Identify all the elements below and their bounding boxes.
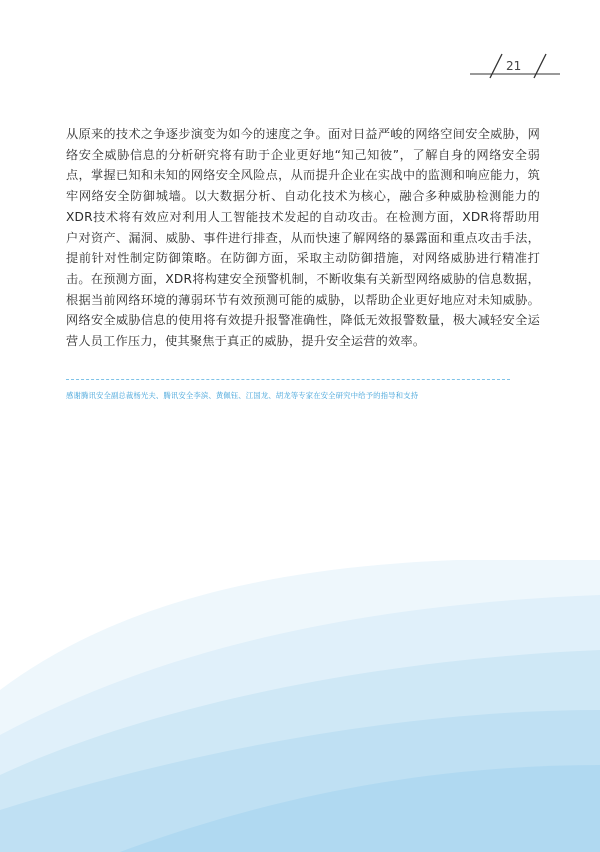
section-divider: [66, 379, 510, 380]
acknowledgement-note: 感谢腾讯安全副总裁杨光夫、腾讯安全李滨、黄佩钰、江国龙、胡龙等专家在安全研究中给予的指导和支持: [66, 391, 419, 400]
decorative-wave-background: [0, 560, 600, 852]
page-number-badge: [470, 48, 560, 84]
page-number: 21: [506, 59, 522, 73]
body-paragraph: 从原来的技术之争逐步演变为如今的速度之争。面对日益严峻的网络空间安全威胁，网络安全威胁信息的分析研究将有助于企业更好地“知己知彼”，了解自身的网络安全弱点，掌握已知和未知的网络安全风险点，从而提升企业在实战中的监测和响应能力，筑牢网络安全防御城墙。以大数据分析、自动化技术为核心，融合多种威胁检测能力的XDR技术将有效应对利用人工智能技术发起的自动攻击。在检测方面，XDR将帮助用户对资产、漏洞、威胁、事件进行排查，从而快速了解网络的暴露面和重点攻击手法，提前针对性制定防御策略。在防御方面，采取主动防御措施，对网络威胁进行精准打击。在预测方面，XDR将构建安全预警机制，不断收集有关新型网络威胁的信息数据，根据当前网络环境的薄弱环节有效预测可能的威胁，以帮助企业更好地应对未知威胁。网络安全威胁信息的使用将有效提升报警准确性，降低无效报警数量，极大减轻安全运营人员工作压力，使其聚焦于真正的威胁，提升安全运营的效率。: [66, 127, 540, 349]
